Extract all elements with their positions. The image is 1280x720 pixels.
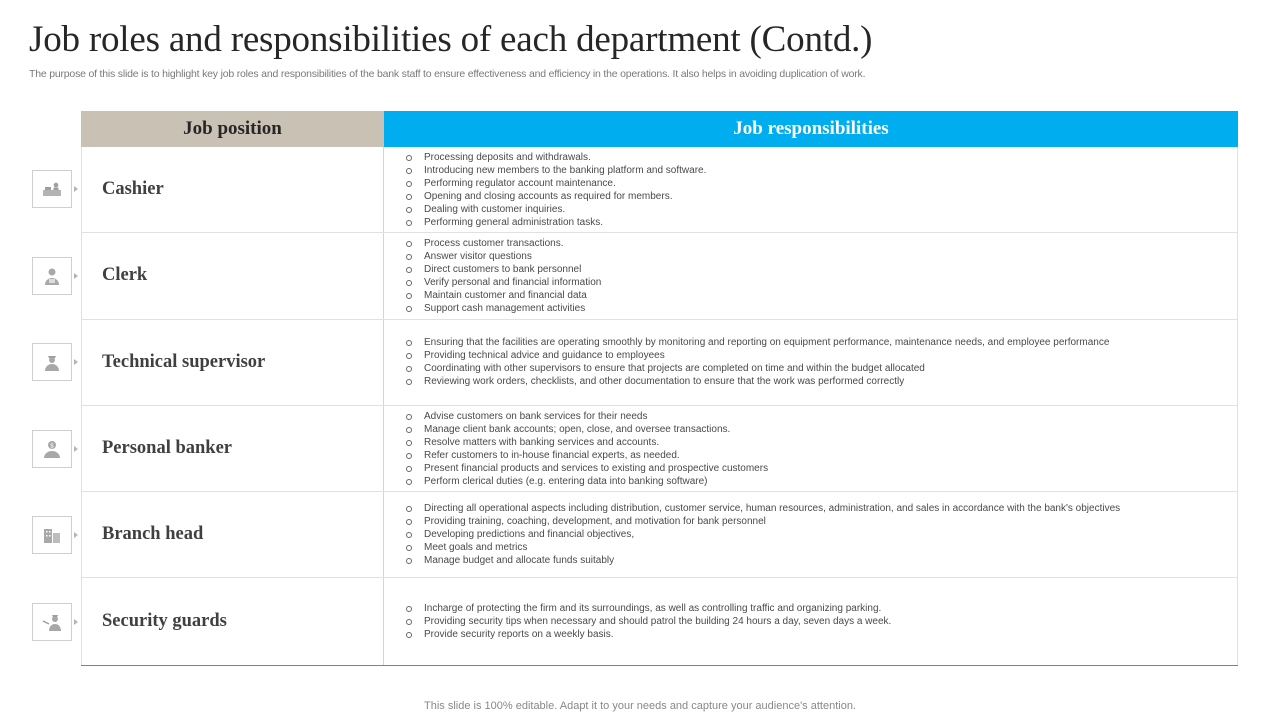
table-row	[81, 233, 1238, 319]
list-item: Processing deposits and withdrawals.	[406, 151, 1237, 164]
job-position: Technical supervisor	[81, 320, 384, 405]
supervisor-person-icon	[32, 343, 72, 381]
list-item: Reviewing work orders, checklists, and other documentation to ensure that the work was performed correctly	[406, 375, 1237, 388]
list-item: Incharge of protecting the firm and its surroundings, as well as controlling traffic and organizing parking.	[406, 602, 1237, 615]
job-position: Clerk	[81, 233, 384, 318]
pointer-arrow-icon	[74, 273, 78, 279]
pointer-arrow-icon	[74, 359, 78, 365]
header-job-responsibilities: Job responsibilities	[384, 111, 1238, 147]
footer-note: This slide is 100% editable. Adapt it to your needs and capture your audience's attention.	[424, 700, 856, 712]
job-responsibilities	[384, 406, 1238, 491]
job-responsibilities	[384, 578, 1238, 664]
pointer-arrow-icon	[74, 532, 78, 538]
list-item: Dealing with customer inquiries.	[406, 203, 1237, 216]
pointer-arrow-icon	[74, 619, 78, 625]
table-row	[81, 492, 1238, 578]
list-item: Performing general administration tasks.	[406, 216, 1237, 229]
list-item: Providing security tips when necessary and should patrol the building 24 hours a day, seven days a week.	[406, 615, 1237, 628]
table-row	[81, 406, 1238, 492]
pointer-arrow-icon	[74, 186, 78, 192]
list-item: Ensuring that the facilities are operating smoothly by monitoring and reporting on equipment performance, maintenance needs, and employee performance	[406, 336, 1237, 349]
job-position: Cashier	[81, 147, 384, 232]
table-header	[81, 111, 1238, 147]
table-row	[81, 578, 1238, 664]
clerk-person-icon	[32, 257, 72, 295]
list-item: Support cash management activities	[406, 302, 1237, 315]
list-item: Maintain customer and financial data	[406, 289, 1237, 302]
page-subtitle: The purpose of this slide is to highlight key job roles and responsibilities of the bank staff to ensure effectiveness and efficiency in the operations. It also helps in avoiding duplication of work.	[29, 68, 866, 80]
list-item: Coordinating with other supervisors to ensure that projects are completed on time and within the budget allocated	[406, 362, 1237, 375]
list-item: Developing predictions and financial objectives,	[406, 528, 1237, 541]
list-item: Opening and closing accounts as required for members.	[406, 190, 1237, 203]
list-item: Manage budget and allocate funds suitably	[406, 554, 1237, 567]
job-position: Branch head	[81, 492, 384, 577]
list-item: Process customer transactions.	[406, 237, 1237, 250]
table-body	[81, 147, 1238, 666]
cashier-desk-icon	[32, 170, 72, 208]
job-position: Personal banker	[81, 406, 384, 491]
list-item: Refer customers to in-house financial experts, as needed.	[406, 449, 1237, 462]
list-item: Resolve matters with banking services and accounts.	[406, 436, 1237, 449]
job-responsibilities	[384, 320, 1238, 405]
list-item: Answer visitor questions	[406, 250, 1237, 263]
job-responsibilities	[384, 233, 1238, 318]
responsibility-list	[406, 410, 1237, 488]
list-item: Perform clerical duties (e.g. entering data into banking software)	[406, 475, 1237, 488]
list-item: Introducing new members to the banking platform and software.	[406, 164, 1237, 177]
list-item: Verify personal and financial information	[406, 276, 1237, 289]
responsibility-list	[406, 336, 1237, 388]
responsibilities-table	[81, 111, 1238, 666]
banker-dollar-person-icon	[32, 430, 72, 468]
security-guard-icon	[32, 603, 72, 641]
list-item: Providing technical advice and guidance to employees	[406, 349, 1237, 362]
table-row	[81, 147, 1238, 233]
list-item: Manage client bank accounts; open, close, and oversee transactions.	[406, 423, 1237, 436]
list-item: Direct customers to bank personnel	[406, 263, 1237, 276]
list-item: Providing training, coaching, development, and motivation for bank personnel	[406, 515, 1237, 528]
list-item: Advise customers on bank services for their needs	[406, 410, 1237, 423]
branch-building-icon	[32, 516, 72, 554]
job-position: Security guards	[81, 578, 384, 664]
list-item: Directing all operational aspects including distribution, customer service, human resources, administration, and sales in accordance with the bank's objectives	[406, 502, 1237, 515]
svg-text:$: $	[50, 442, 54, 450]
job-responsibilities	[384, 147, 1238, 232]
header-job-position: Job position	[81, 111, 384, 147]
responsibility-list	[406, 237, 1237, 315]
responsibility-list	[406, 151, 1237, 229]
list-item: Meet goals and metrics	[406, 541, 1237, 554]
job-responsibilities	[384, 492, 1238, 577]
table-row	[81, 320, 1238, 406]
responsibility-list	[406, 502, 1237, 567]
list-item: Present financial products and services to existing and prospective customers	[406, 462, 1237, 475]
list-item: Performing regulator account maintenance.	[406, 177, 1237, 190]
page-title: Job roles and responsibilities of each department (Contd.)	[29, 19, 873, 60]
responsibility-list	[406, 602, 1237, 641]
pointer-arrow-icon	[74, 446, 78, 452]
list-item: Provide security reports on a weekly basis.	[406, 628, 1237, 641]
